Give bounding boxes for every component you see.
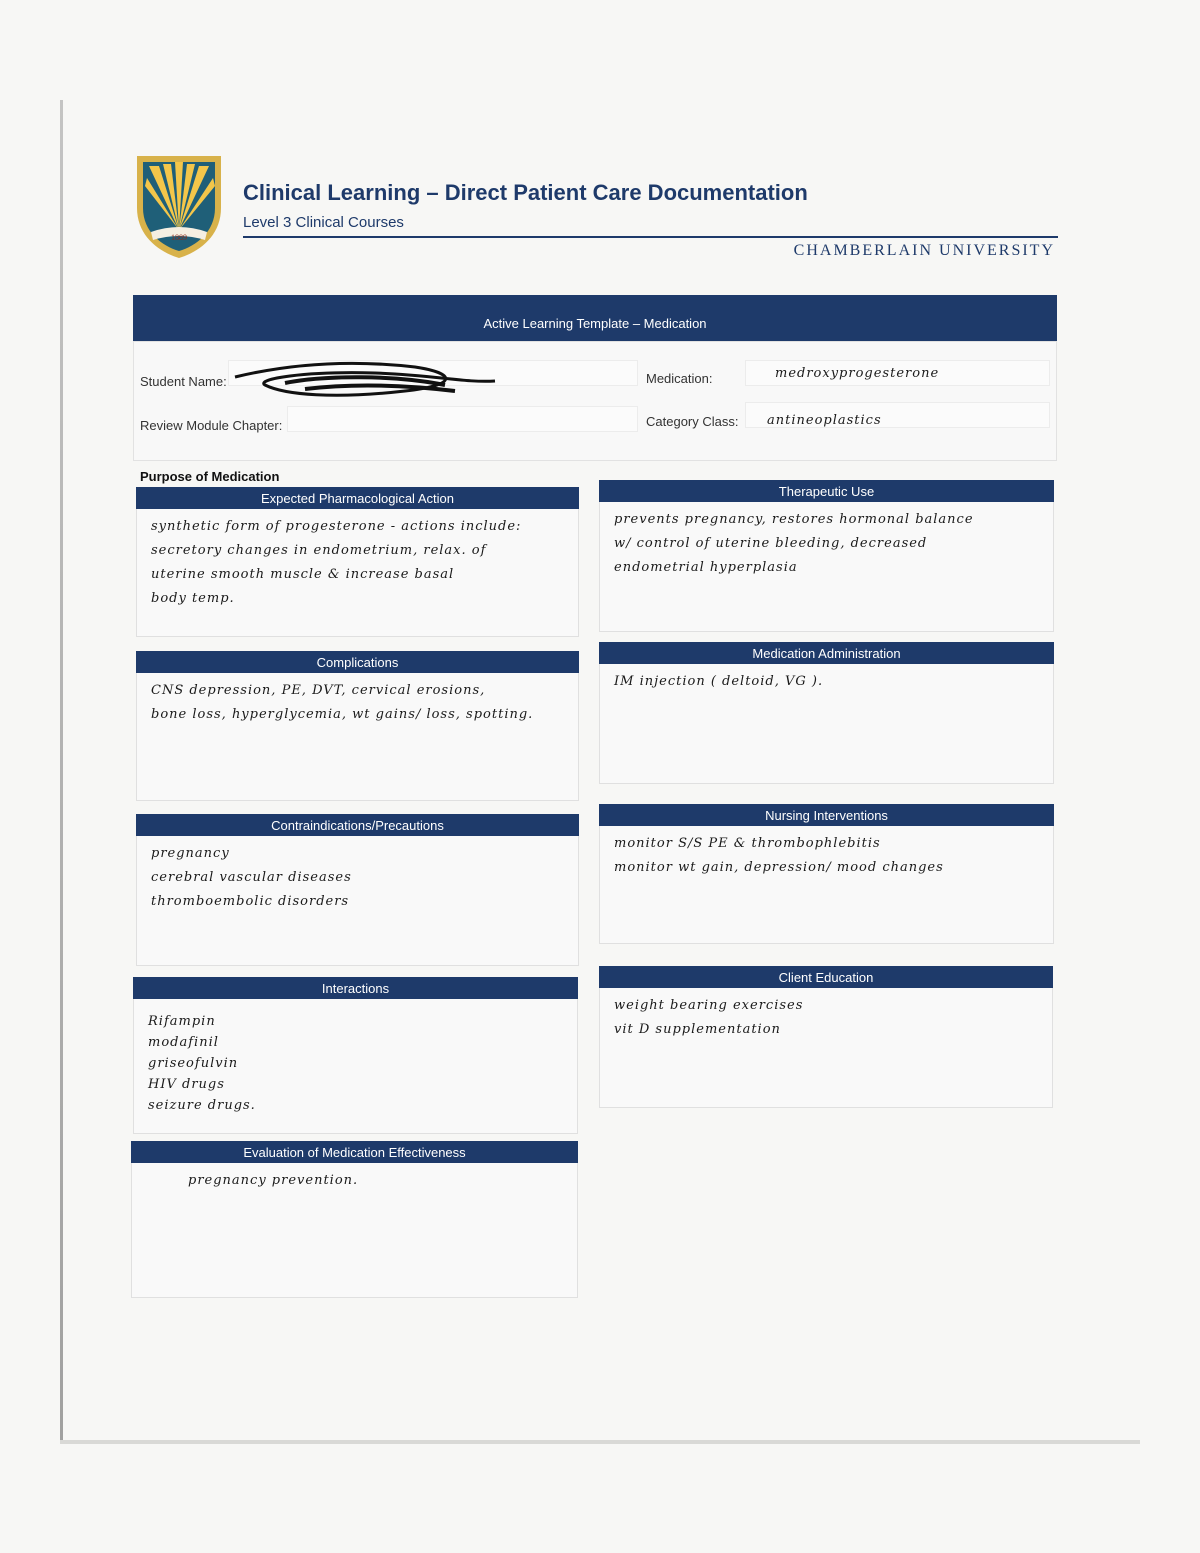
text-line: prevents pregnancy, restores hormonal balance (614, 512, 974, 527)
text-line: bone loss, hyperglycemia, wt gains/ loss, spotting. (151, 707, 534, 722)
text-line: pregnancy (151, 846, 230, 861)
logo-year: 1889 (171, 233, 187, 242)
text-line: w/ control of uterine bleeding, decreased (614, 536, 928, 551)
section-content[interactable] (136, 509, 579, 637)
medication-value: medroxyprogesterone (775, 366, 940, 381)
category-class-label: Category Class: (646, 414, 739, 429)
review-module-field[interactable] (287, 406, 638, 432)
section-title: Evaluation of Medication Effectiveness (131, 1141, 578, 1163)
section-nursing-interventions (599, 804, 1054, 944)
page-title: Clinical Learning – Direct Patient Care Documentation (243, 180, 808, 205)
text-line: pregnancy prevention. (188, 1173, 359, 1188)
text-line: secretory changes in endometrium, relax. of (151, 543, 487, 558)
section-content[interactable] (131, 1163, 578, 1298)
text-line: vit D supplementation (614, 1022, 781, 1037)
page-subtitle: Level 3 Clinical Courses (243, 214, 404, 231)
text-line: body temp. (151, 591, 235, 606)
text-line: Rifampin (148, 1014, 216, 1029)
scan-shadow (60, 1440, 1140, 1444)
text-line: CNS depression, PE, DVT, cervical erosions, (151, 683, 486, 698)
section-therapeutic-use (599, 480, 1054, 632)
section-title: Therapeutic Use (599, 480, 1054, 502)
section-title: Expected Pharmacological Action (136, 487, 579, 509)
section-interactions (133, 977, 578, 1134)
paper-edge (60, 100, 63, 1440)
text-line: thromboembolic disorders (151, 894, 350, 909)
text-line: griseofulvin (148, 1056, 239, 1071)
section-title: Nursing Interventions (599, 804, 1054, 826)
text-line: monitor wt gain, depression/ mood changes (614, 860, 944, 875)
text-line: weight bearing exercises (614, 998, 804, 1013)
university-shield-logo (133, 152, 225, 260)
section-content[interactable] (599, 502, 1054, 632)
section-client-education (599, 966, 1053, 1108)
section-title: Contraindications/Precautions (136, 814, 579, 836)
medication-label: Medication: (646, 371, 713, 386)
text-line: monitor S/S PE & thrombophlebitis (614, 836, 881, 851)
section-complications (136, 651, 579, 801)
text-line: seizure drugs. (148, 1098, 256, 1113)
text-line: IM injection ( deltoid, VG ). (614, 674, 824, 689)
section-title: Interactions (133, 977, 578, 999)
review-module-label: Review Module Chapter: (140, 418, 283, 433)
section-content[interactable] (599, 988, 1053, 1108)
section-title: Complications (136, 651, 579, 673)
university-name: CHAMBERLAIN UNIVERSITY (793, 242, 1055, 259)
header-divider (243, 236, 1058, 238)
section-title: Medication Administration (599, 642, 1054, 664)
section-content[interactable] (136, 836, 579, 966)
redaction-scribble (225, 355, 500, 405)
text-line: endometrial hyperplasia (614, 560, 798, 575)
text-line: uterine smooth muscle & increase basal (151, 567, 455, 582)
text-line: modafinil (148, 1035, 219, 1050)
student-name-label: Student Name: (140, 374, 227, 389)
section-contraindications (136, 814, 579, 966)
text-line: cerebral vascular diseases (151, 870, 352, 885)
template-title-bar: Active Learning Template – Medication (133, 295, 1057, 341)
section-expected-action (136, 487, 579, 637)
category-class-value: antineoplastics (767, 413, 882, 428)
section-title: Client Education (599, 966, 1053, 988)
section-content[interactable] (599, 826, 1054, 944)
section-evaluation (131, 1141, 578, 1298)
text-line: HIV drugs (148, 1077, 225, 1092)
section-administration (599, 642, 1054, 784)
section-content[interactable] (133, 999, 578, 1134)
text-line: synthetic form of progesterone - actions include: (151, 519, 522, 534)
section-content[interactable] (136, 673, 579, 801)
purpose-heading: Purpose of Medication (140, 469, 280, 484)
section-content[interactable] (599, 664, 1054, 784)
